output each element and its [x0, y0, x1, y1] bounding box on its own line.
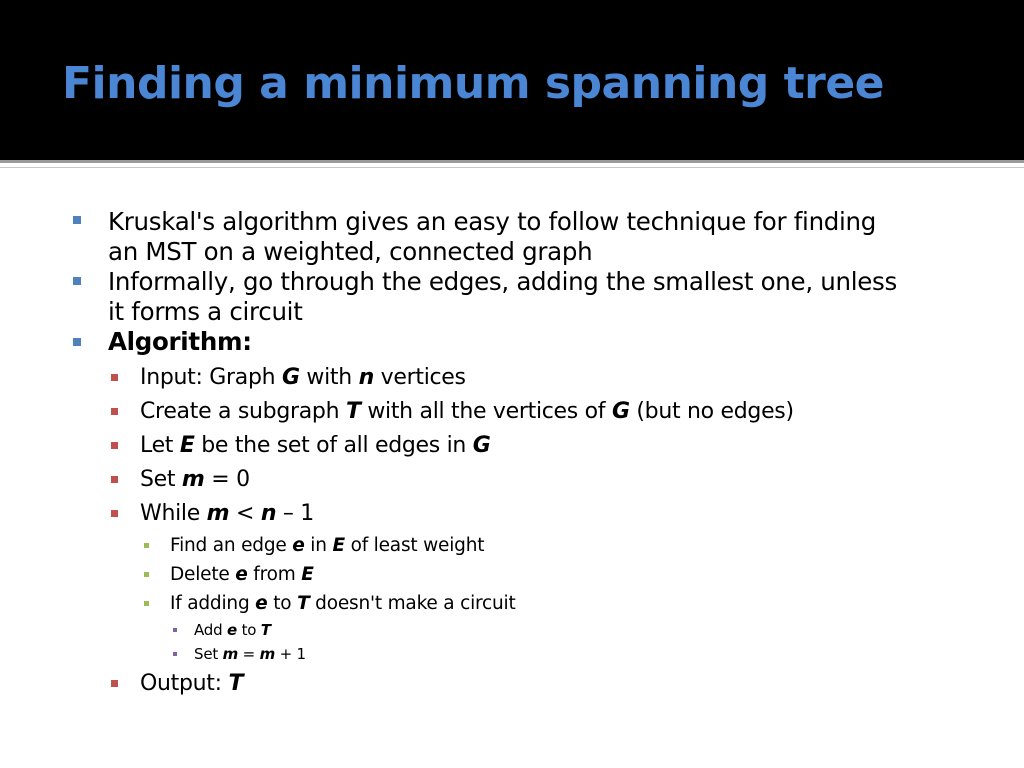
bullet-square-icon — [144, 601, 149, 606]
bullet-square-icon — [144, 543, 149, 548]
step-add-edge: Add e to T — [194, 621, 271, 639]
step-increment-m: Set m = m + 1 — [194, 645, 306, 663]
bullet-square-icon — [111, 442, 118, 449]
step-if-adding: If adding e to T doesn't make a circuit — [170, 593, 516, 614]
step-while: While m < n – 1 — [140, 501, 314, 526]
title-divider-lower — [0, 167, 1024, 168]
bullet-square-icon — [144, 572, 149, 577]
bullet-informally-line2: it forms a circuit — [108, 297, 303, 326]
step-output: Output: T — [140, 671, 244, 696]
bullet-square-icon — [73, 338, 81, 346]
bullet-square-icon — [111, 510, 118, 517]
bullet-square-icon — [73, 277, 81, 285]
bullet-algorithm-label: Algorithm: — [108, 327, 252, 356]
bullet-square-icon — [111, 408, 118, 415]
bullet-kruskal-line2: an MST on a weighted, connected graph — [108, 237, 593, 266]
step-input: Input: Graph G with n vertices — [140, 365, 466, 390]
bullet-kruskal-line1: Kruskal's algorithm gives an easy to follow technique for finding — [108, 207, 877, 236]
bullet-square-icon — [111, 680, 118, 687]
bullet-square-icon — [111, 374, 118, 381]
step-create-subgraph: Create a subgraph T with all the vertices of G (but no edges) — [140, 399, 794, 424]
bullet-square-icon — [111, 476, 118, 483]
step-set-m: Set m = 0 — [140, 467, 250, 492]
bullet-square-icon — [173, 652, 177, 656]
title-bar — [0, 0, 1024, 160]
step-delete-edge: Delete e from E — [170, 564, 314, 585]
step-find-edge: Find an edge e in E of least weight — [170, 535, 485, 556]
slide-title: Finding a minimum spanning tree — [62, 58, 885, 109]
bullet-informally-line1: Informally, go through the edges, adding the smallest one, unless — [108, 267, 897, 296]
bullet-square-icon — [173, 628, 177, 632]
step-let-e: Let E be the set of all edges in G — [140, 433, 491, 458]
bullet-square-icon — [73, 216, 81, 224]
